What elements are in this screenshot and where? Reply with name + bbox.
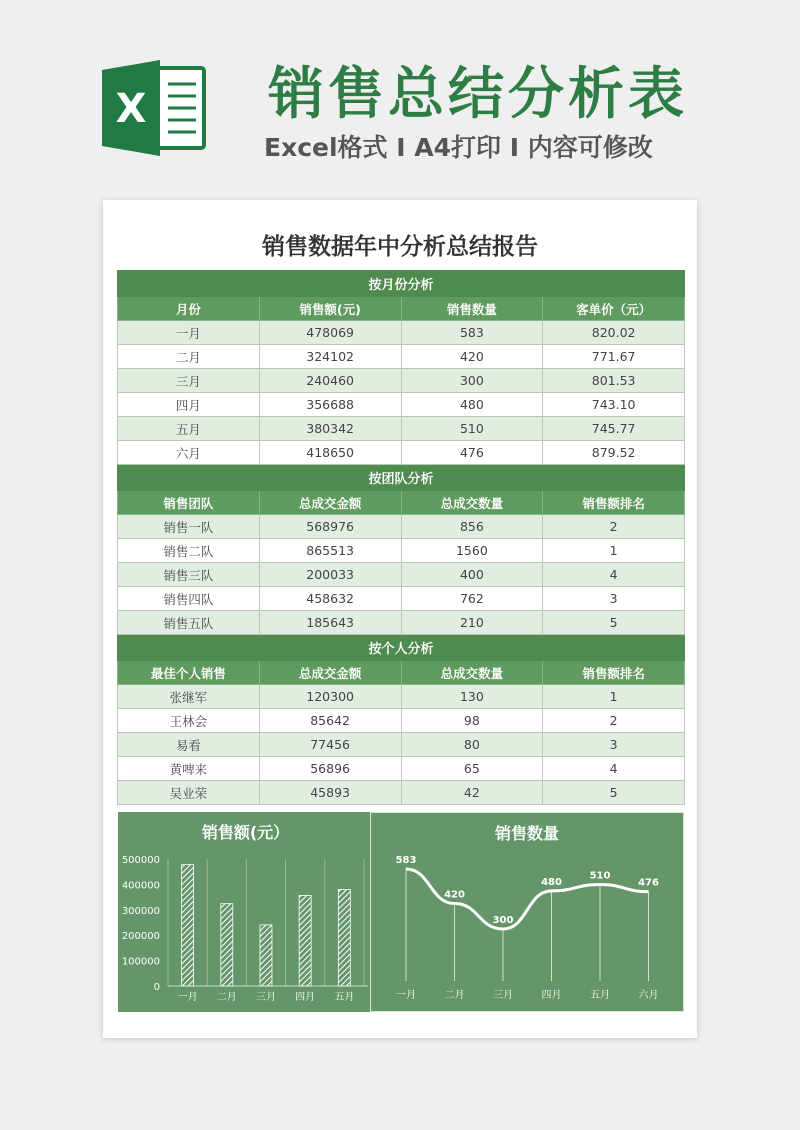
page-subtitle: Excel格式 I A4打印 I 内容可修改 <box>264 133 653 162</box>
table-row <box>118 563 685 587</box>
table-cell: 2 <box>543 709 685 733</box>
sales-quantity-chart <box>370 812 684 1012</box>
table-row <box>118 515 685 539</box>
sales-table <box>117 270 685 805</box>
bar-chart-title: 销售额(元） <box>201 823 290 842</box>
table-cell: 4 <box>543 563 685 587</box>
table-cell: 4 <box>543 757 685 781</box>
team-section-title-row <box>118 465 685 491</box>
table-cell: 743.10 <box>543 393 685 417</box>
table-cell: 510 <box>401 417 543 441</box>
table-cell: 销售五队 <box>118 611 260 635</box>
table-cell: 3 <box>543 587 685 611</box>
table-cell: 856 <box>401 515 543 539</box>
y-tick-label: 0 <box>153 982 160 993</box>
table-row <box>118 345 685 369</box>
column-header: 销售数量 <box>401 297 543 321</box>
column-header: 最佳个人销售 <box>118 661 260 685</box>
y-tick-label: 500000 <box>121 855 160 866</box>
table-cell: 易看 <box>118 733 260 757</box>
table-cell: 1560 <box>401 539 543 563</box>
x-tick-label: 二月 <box>444 990 465 1001</box>
table-cell: 820.02 <box>543 321 685 345</box>
table-cell: 356688 <box>259 393 401 417</box>
table-cell: 42 <box>401 781 543 805</box>
bar <box>299 895 311 986</box>
monthly-section-header-row <box>118 297 685 321</box>
x-tick-label: 四月 <box>541 990 562 1001</box>
table-cell: 745.77 <box>543 417 685 441</box>
table-row <box>118 587 685 611</box>
x-tick-label: 四月 <box>295 992 316 1003</box>
monthly-section-title-row <box>118 271 685 297</box>
x-tick-label: 六月 <box>638 990 659 1001</box>
series-line <box>406 869 649 929</box>
table-cell: 1 <box>543 539 685 563</box>
table-cell: 568976 <box>259 515 401 539</box>
table-cell: 三月 <box>118 369 260 393</box>
table-cell: 418650 <box>259 441 401 465</box>
personal-section-title: 按个人分析 <box>118 635 685 661</box>
table-cell: 5 <box>543 781 685 805</box>
table-cell: 801.53 <box>543 369 685 393</box>
table-cell: 583 <box>401 321 543 345</box>
table-cell: 771.67 <box>543 345 685 369</box>
line-chart-title: 销售数量 <box>494 824 559 843</box>
table-cell: 1 <box>543 685 685 709</box>
table-cell: 130 <box>401 685 543 709</box>
table-cell: 185643 <box>259 611 401 635</box>
table-cell: 王林会 <box>118 709 260 733</box>
table-cell: 销售一队 <box>118 515 260 539</box>
table-cell: 77456 <box>259 733 401 757</box>
x-tick-label: 三月 <box>255 992 276 1003</box>
table-cell: 120300 <box>259 685 401 709</box>
table-row <box>118 393 685 417</box>
table-row <box>118 539 685 563</box>
table-row <box>118 369 685 393</box>
table-row <box>118 441 685 465</box>
table-cell: 销售四队 <box>118 587 260 611</box>
table-row <box>118 685 685 709</box>
table-cell: 65 <box>401 757 543 781</box>
table-cell: 3 <box>543 733 685 757</box>
table-cell: 二月 <box>118 345 260 369</box>
table-cell: 324102 <box>259 345 401 369</box>
table-cell: 四月 <box>118 393 260 417</box>
y-tick-label: 400000 <box>121 880 160 892</box>
table-cell: 85642 <box>259 709 401 733</box>
table-cell: 80 <box>401 733 543 757</box>
data-label: 480 <box>541 876 562 888</box>
table-cell: 210 <box>401 611 543 635</box>
column-header: 总成交数量 <box>401 661 543 685</box>
team-section-header-row <box>118 491 685 515</box>
table-cell: 476 <box>401 441 543 465</box>
x-tick-label: 一月 <box>396 990 416 1001</box>
table-cell: 480 <box>401 393 543 417</box>
table-cell: 六月 <box>118 441 260 465</box>
data-label: 476 <box>638 877 659 889</box>
x-tick-label: 五月 <box>334 992 355 1003</box>
table-cell: 98 <box>401 709 543 733</box>
column-header: 总成交金额 <box>259 491 401 515</box>
table-cell: 56896 <box>259 757 401 781</box>
table-cell: 销售二队 <box>118 539 260 563</box>
table-cell: 2 <box>543 515 685 539</box>
column-header: 销售额排名 <box>543 661 685 685</box>
personal-section-header-row <box>118 661 685 685</box>
table-row <box>118 781 685 805</box>
y-tick-label: 300000 <box>121 905 160 917</box>
data-label: 510 <box>589 870 611 882</box>
column-header: 总成交金额 <box>259 661 401 685</box>
table-cell: 478069 <box>259 321 401 345</box>
x-tick-label: 一月 <box>177 992 198 1003</box>
table-row <box>118 321 685 345</box>
excel-logo <box>102 58 212 158</box>
y-tick-label: 200000 <box>121 931 160 943</box>
table-cell: 380342 <box>259 417 401 441</box>
bar <box>260 925 272 986</box>
table-cell: 458632 <box>259 587 401 611</box>
bar <box>221 904 233 986</box>
column-header: 销售团队 <box>118 491 260 515</box>
table-row <box>118 709 685 733</box>
sales-amount-chart <box>118 812 373 1012</box>
report-title: 销售数据年中分析总结报告 <box>262 234 538 260</box>
table-cell: 黄啤来 <box>118 757 260 781</box>
table-cell: 吴业荣 <box>118 781 260 805</box>
table-row <box>118 611 685 635</box>
data-label: 583 <box>395 855 417 866</box>
bar <box>338 889 350 986</box>
x-tick-label: 二月 <box>216 992 237 1003</box>
logo-letter: X <box>115 86 147 132</box>
column-header: 总成交数量 <box>401 491 543 515</box>
table-cell: 240460 <box>259 369 401 393</box>
table-cell: 762 <box>401 587 543 611</box>
table-cell: 一月 <box>118 321 260 345</box>
monthly-section-title: 按月份分析 <box>118 271 685 297</box>
table-row <box>118 733 685 757</box>
table-cell: 300 <box>401 369 543 393</box>
team-section-title: 按团队分析 <box>118 465 685 491</box>
column-header: 客单价（元） <box>543 297 685 321</box>
column-header: 月份 <box>118 297 260 321</box>
table-cell: 200033 <box>259 563 401 587</box>
x-tick-label: 三月 <box>493 990 513 1001</box>
table-cell: 张继军 <box>118 685 260 709</box>
data-label: 300 <box>492 915 514 926</box>
table-cell: 865513 <box>259 539 401 563</box>
table-cell: 5 <box>543 611 685 635</box>
column-header: 销售额(元) <box>259 297 401 321</box>
column-header: 销售额排名 <box>543 491 685 515</box>
table-cell: 五月 <box>118 417 260 441</box>
bar <box>182 865 194 986</box>
table-cell: 销售三队 <box>118 563 260 587</box>
y-tick-label: 100000 <box>121 956 160 968</box>
data-label: 420 <box>444 889 465 901</box>
table-row <box>118 757 685 781</box>
page-title: 销售总结分析表 <box>268 62 688 127</box>
table-cell: 400 <box>401 563 543 587</box>
table-cell: 420 <box>401 345 543 369</box>
personal-section-title-row <box>118 635 685 661</box>
table-row <box>118 417 685 441</box>
table-cell: 879.52 <box>543 441 685 465</box>
table-cell: 45893 <box>259 781 401 805</box>
x-tick-label: 五月 <box>590 990 610 1001</box>
